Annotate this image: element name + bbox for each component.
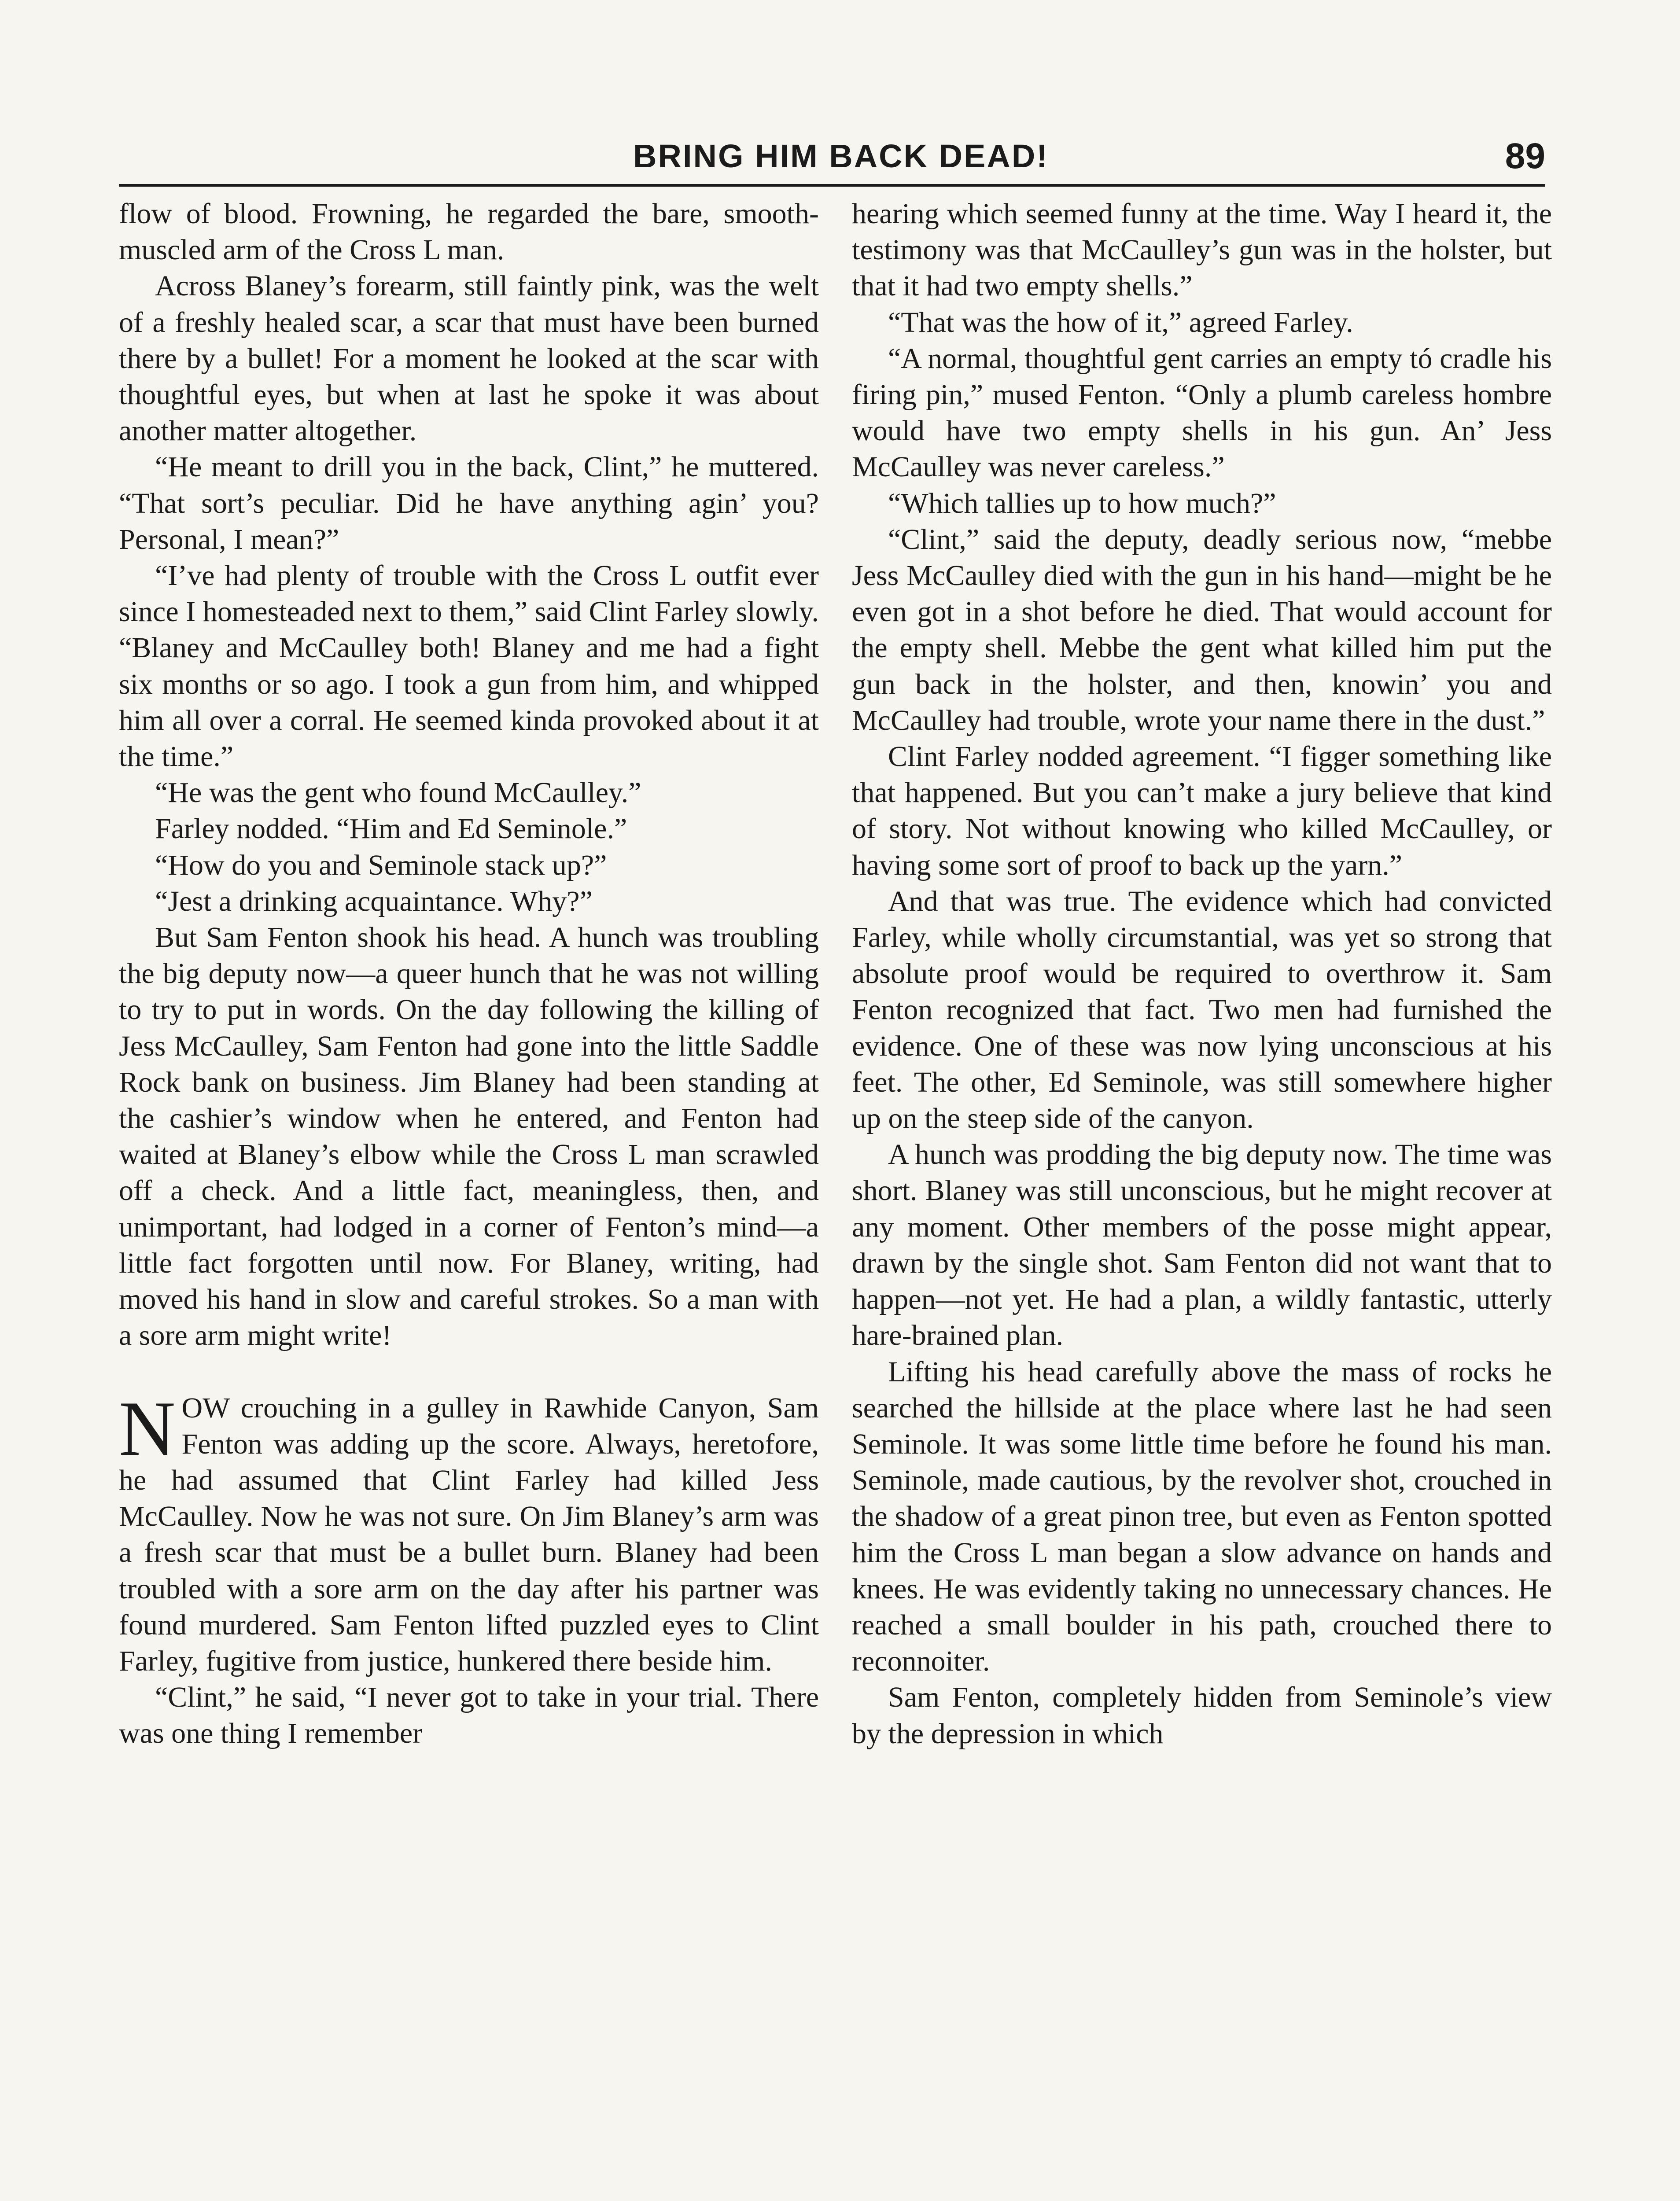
left-column (119, 196, 819, 2201)
paragraph: “That was the how of it,” agreed Farley. (888, 306, 1353, 339)
paragraph: A hunch was prodding the big deputy now. The time was short. Blaney was still unconscious, but he might recover at any moment. Other members of the posse might appear, drawn by the single shot. Sam Fenton did not want that to happen—not yet. He had a plan, a wildly fantastic, utterly hare-brained plan. (852, 1138, 1552, 1352)
paragraph: “A normal, thoughtful gent carries an empty tó cradle his firing pin,” mused Fenton. “Only a plumb careless hombre would have two empty shells in his gun. An’ Jess McCaulley was never careless.” (852, 342, 1552, 483)
drop-cap: N (119, 1384, 176, 1472)
paragraph: Farley nodded. “Him and Ed Seminole.” (155, 813, 627, 845)
running-title: BRING HIM BACK DEAD! (633, 138, 1049, 174)
paragraph: But Sam Fenton shook his head. A hunch was troubling the big deputy now—a queer hunch that he was not willing to try to put in words. On the day following the killing of Jess McCaulley, Sam Fenton had gone into the little Saddle Rock bank on business. Jim Blaney had been standing at the cashier’s window when he entered, and Fenton had waited at Blaney’s elbow while the Cross L man scrawled off a check. And a little fact, meaningless, then, and unimportant, had lodged in a corner of Fenton’s mind—a little fact forgotten until now. For Blaney, writing, had moved his hand in slow and careful strokes. So a man with a sore arm might write! (119, 921, 819, 1352)
page-header (0, 132, 1680, 180)
paragraph: Across Blaney’s forearm, still faintly pink, was the welt of a freshly healed scar, a scar that must have been burned there by a bullet! For a moment he looked at the scar with thoughtful eyes, but when at last he spoke it was about another matter altogether. (119, 270, 819, 447)
header-rule (119, 184, 1545, 187)
page-number: 89 (1505, 136, 1545, 176)
paragraph: flow of blood. Frowning, he regarded the bare, smooth-muscled arm of the Cross L man. (119, 198, 819, 266)
paragraph: Lifting his head carefully above the mass of rocks he searched the hillside at the place where last he had seen Seminole. It was some little time before he found his man. Seminole, made cautious, by the revolver shot, crouched in the shadow of a great pinon tree, but even as Fenton spotted him the Cross L man began a slow advance on hands and knees. He was evidently taking no unnecessary chances. He reached a small boulder in his path, crouched there to reconnoiter. (852, 1355, 1552, 1678)
paragraph: “How do you and Seminole stack up?” (155, 849, 607, 881)
paragraph: hearing which seemed funny at the time. Way I heard it, the testimony was that McCaulley’s gun was in the holster, but that it had two empty shells.” (852, 198, 1552, 302)
section-paragraph-text: OW crouching in a gulley in Rawhide Canyon, Sam Fenton was adding up the score. Always, heretofore, he had assumed that Clint Farley had killed Jess McCaulley. Now he was not sure. On Jim Blaney’s arm was a fresh scar that must be a bullet burn. Blaney had been troubled with a sore arm on the day after his partner was found murdered. Sam Fenton lifted puzzled eyes to Clint Farley, fugitive from justice, hunkered there beside him. (119, 1391, 819, 1677)
section-paragraph (119, 1384, 819, 1680)
paragraph: “I’ve had plenty of trouble with the Cross L outfit ever since I homesteaded next to them,” said Clint Farley slowly. “Blaney and McCaulley both! Blaney and me had a fight six months or so ago. I took a gun from him, and whipped him all over a corral. He seemed kinda provoked about it at the time.” (119, 559, 819, 773)
paragraph: “Clint,” said the deputy, deadly serious now, “mebbe Jess McCaulley died with the gun in his hand—might be he even got in a shot before he died. That would account for the empty shell. Mebbe the gent what killed him put the gun back in the holster, and then, knowin’ you and McCaulley had trouble, wrote your name there in the dust.” (852, 523, 1552, 736)
paragraph: “He was the gent who found McCaulley.” (155, 777, 641, 809)
paragraph: “Clint,” he said, “I never got to take in your trial. There was one thing I remember (119, 1681, 819, 1750)
paragraph: “Jest a drinking acquaintance. Why?” (155, 885, 593, 917)
paragraph: Clint Farley nodded agreement. “I figger something like that happened. But you can’t make a jury believe that kind of story. Not without knowing who killed McCaulley, or having some sort of proof to back up the yarn.” (852, 740, 1552, 881)
paragraph: “He meant to drill you in the back, Clint,” he muttered. “That sort’s peculiar. Did he have anything agin’ you? Personal, I mean?” (119, 451, 819, 556)
paragraph: Sam Fenton, completely hidden from Seminole’s view by the depression in which (852, 1681, 1552, 1750)
paragraph: “Which tallies up to how much?” (888, 487, 1276, 519)
paragraph: And that was true. The evidence which had convicted Farley, while wholly circumstantial, was yet so strong that absolute proof would be required to overthrow it. Sam Fenton recognized that fact. Two men had furnished the evidence. One of these was now lying unconscious at his feet. The other, Ed Seminole, was still somewhere higher up on the steep side of the canyon. (852, 885, 1552, 1135)
right-column (852, 196, 1552, 2201)
